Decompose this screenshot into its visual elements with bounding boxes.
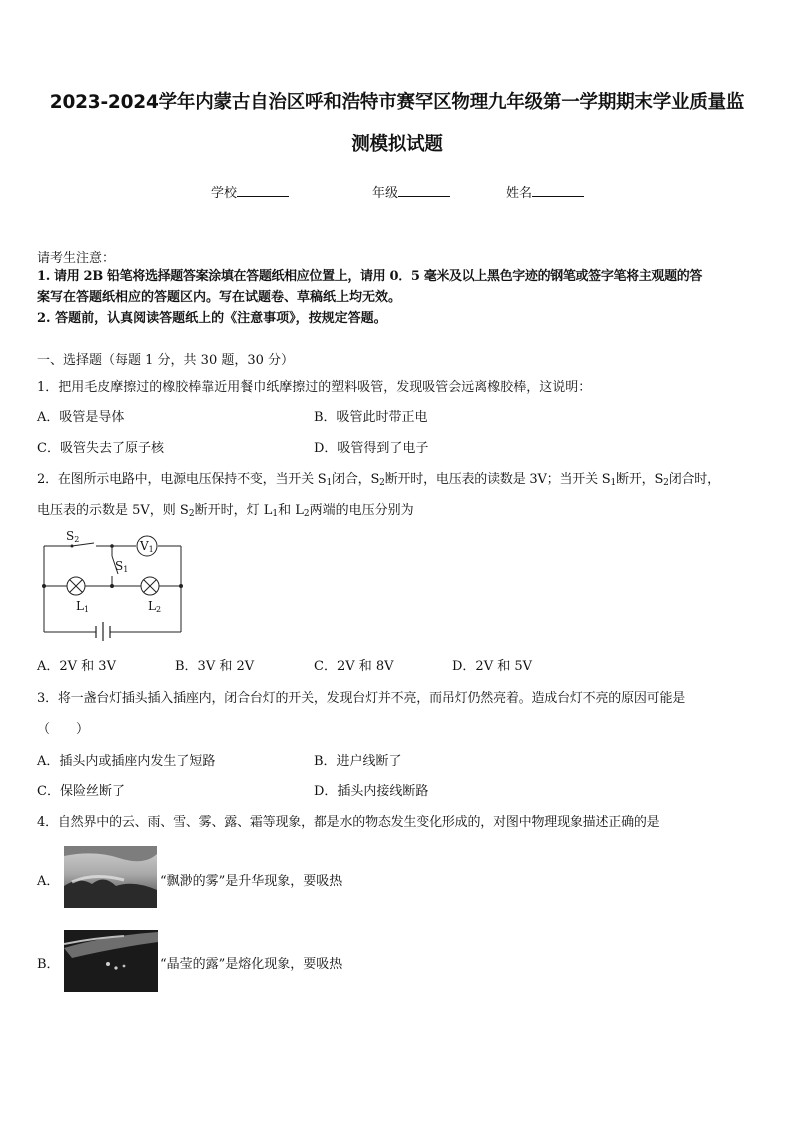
section-heading: 一、选择题（每题 1 分，共 30 题，30 分）	[37, 353, 295, 368]
q2-option-b: B．3V 和 2V	[175, 659, 255, 674]
grade-label: 年级	[372, 186, 399, 201]
q3-stem: 3．将一盏台灯插头插入插座内，闭合台灯的开关，发现台灯并不亮，而吊灯仍然亮着。造成台灯不亮的原因可能是	[37, 691, 686, 706]
q3-option-c: C．保险丝断了	[37, 784, 125, 799]
notice-heading: 请考生注意：	[37, 251, 116, 266]
q4-option-a-label: A．	[37, 874, 60, 889]
notice-item-1: 1. 请用 2B 铅笔将选择题答案涂填在答题纸相应位置上，请用 0．5 毫米及以上黑色字迹的钢笔或签字笔将主观题的答	[37, 269, 703, 284]
q4-stem: 4．自然界中的云、雨、雪、雾、露、霜等现象，都是水的物态发生变化形成的，对图中物理现象描述正确的是	[37, 815, 660, 830]
q1-option-b: B．吸管此时带正电	[314, 410, 428, 425]
q4-option-b-text: “晶莹的露”是熔化现象，要吸热	[160, 957, 343, 972]
name-label: 姓名	[506, 186, 533, 201]
q2-option-d: D．2V 和 5V	[452, 659, 533, 674]
q3-paren: （ ）	[37, 722, 90, 737]
q3-option-b: B．进户线断了	[314, 754, 402, 769]
name-field	[506, 182, 584, 201]
q1-option-d: D．吸管得到了电子	[314, 441, 429, 456]
notice-item-1-cont: 案写在答题纸相应的答题区内。写在试题卷、草稿纸上均无效。	[37, 290, 402, 305]
page-title-line2: 测模拟试题	[351, 134, 443, 155]
dew-photo	[64, 930, 158, 992]
grade-field	[372, 182, 450, 201]
q2-option-a: A．2V 和 3V	[37, 659, 116, 674]
lamp-l1-label: L1	[76, 599, 90, 614]
q2-option-c: C．2V 和 8V	[314, 659, 394, 674]
notice-item-2: 2. 答题前，认真阅读答题纸上的《注意事项》，按规定答题。	[37, 311, 387, 326]
lamp-l1	[67, 577, 85, 595]
q2-stem-line1: 2．在图所示电路中，电源电压保持不变，当开关 $S_1$闭合，$S_2$断开时，电压表的读数是 3V；当开关 $S_1$断开，$S_2$闭合时，	[37, 472, 720, 488]
switch-s2-label: S2	[66, 529, 80, 544]
school-field	[211, 182, 289, 201]
q4-option-a-text: “飘渺的雾”是升华现象，要吸热	[160, 874, 343, 889]
q3-option-d: D．插头内接线断路	[314, 784, 429, 799]
q1-option-c: C．吸管失去了原子核	[37, 441, 164, 456]
q3-option-a: A．插头内或插座内发生了短路	[37, 754, 216, 769]
page-title: 2023-2024学年内蒙古自治区呼和浩特市赛罕区物理九年级第一学期期末学业质量监	[49, 92, 745, 113]
lamp-l2-label: L2	[148, 599, 162, 614]
q2-stem-line2: 电压表的示数是 5V，则 $S_2$断开时，灯 $L_1$和 $L_2$两端的电压分别为	[37, 503, 414, 519]
fog-photo	[64, 846, 157, 908]
grade-blank[interactable]	[398, 184, 450, 197]
q1-stem: 1．把用毛皮摩擦过的橡胶棒靠近用餐巾纸摩擦过的塑料吸管，发现吸管会远离橡胶棒，这说明：	[37, 380, 592, 395]
school-blank[interactable]	[237, 184, 289, 197]
lamp-l2	[141, 577, 159, 595]
name-blank[interactable]	[532, 184, 584, 197]
q1-option-a: A．吸管是导体	[37, 410, 125, 425]
school-label: 学校	[211, 186, 238, 201]
circuit-diagram	[38, 526, 188, 641]
q4-option-b-label: B．	[37, 957, 60, 972]
voltmeter-label: V1	[140, 539, 154, 554]
switch-s1-label: S1	[115, 559, 129, 574]
